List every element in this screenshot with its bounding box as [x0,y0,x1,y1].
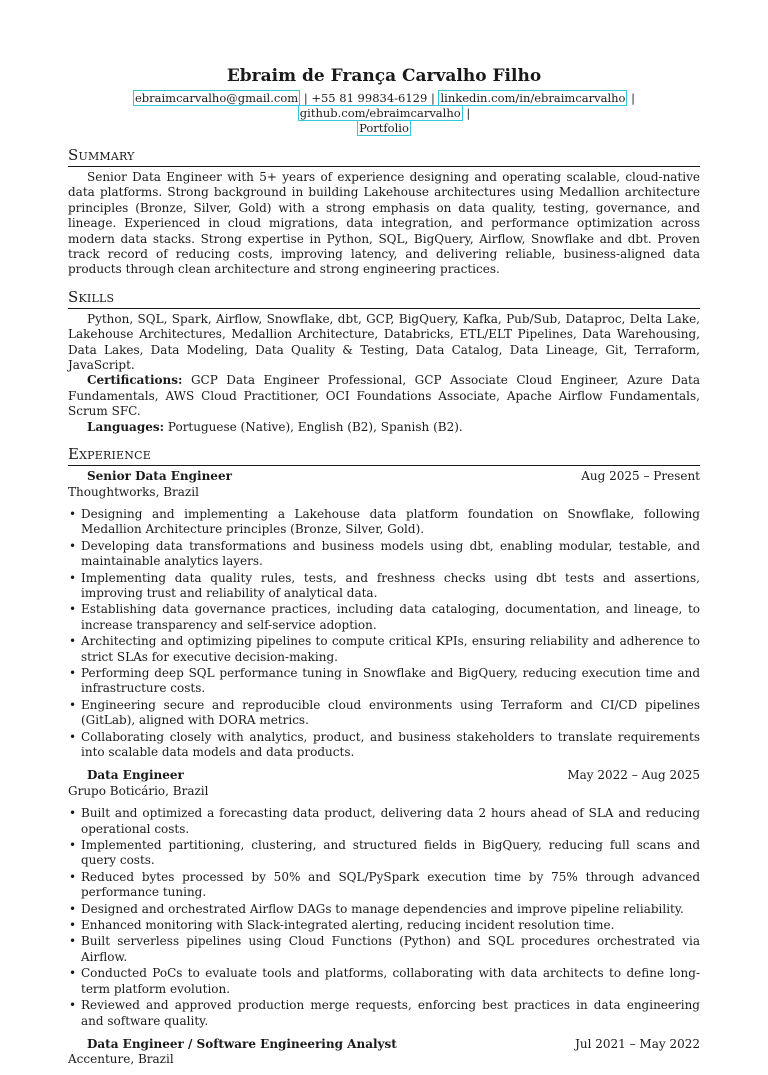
bullet-item: • Architecting and optimizing pipelines to compute critical KPIs, ensuring reliability and adherence to strict SLAs for executive decision-making. [68,634,700,665]
job-entry [68,1037,700,1068]
certifications-text: GCP Data Engineer Professional, GCP Associate Cloud Engineer, Azure Data Fundamentals, AWS Cloud Practitioner, OCI Foundations Associate, Apache Airflow Fundamentals, Scrum SFC. [68,373,700,419]
job-bullets [68,806,700,1029]
skills-heading: Skills [68,287,115,306]
languages-line [68,420,700,435]
bullet-item: • Implemented partitioning, clustering, and structured fields in BigQuery, reducing full scans and query costs. [68,838,700,869]
languages-label: Languages: [87,419,165,434]
email-link[interactable]: ebraimcarvalho@gmail.com [134,91,299,105]
resume-content [68,66,700,1075]
bullet-item: • Implementing data quality rules, tests, and freshness checks using dbt tests and assertions, improving trust and reliability of analytical data. [68,571,700,602]
bullet-item: • Developing data transformations and business models using dbt, enabling modular, testable, and maintainable analytics layers. [68,539,700,570]
skills-block [68,312,700,435]
contact-line [68,91,700,136]
candidate-name: Ebraim de França Carvalho Filho [226,66,542,86]
job-title: Data Engineer / Software Engineering Analyst [87,1036,397,1051]
bullet-item: • Collaborating closely with analytics, product, and business stakeholders to translate requirements into scalable data models and data products. [68,730,700,761]
bullet-item: • Reduced bytes processed by 50% and SQL/PySpark execution time by 75% through advanced performance tuning. [68,870,700,901]
job-bullets [68,507,700,761]
separator: | [631,91,636,105]
job-title: Senior Data Engineer [87,469,232,484]
job-title: Data Engineer [87,768,184,783]
separator: | [303,91,308,105]
separator: | [466,106,471,120]
bullet-item: • Engineering secure and reproducible cloud environments using Terraform and CI/CD pipelines (GitLab), aligned with DORA metrics. [68,698,700,729]
skills-list: Python, SQL, Spark, Airflow, Snowflake, dbt, GCP, BigQuery, Kafka, Pub/Sub, Dataproc, Delta Lake, Lakehouse Architectures, Medallion Architecture, Databricks, ETL/ELT Pipelines, Data Warehousing, Data Lakes, Data Modeling, Data Quality & Testing, Data Catalog, Data Lineage, Git, Terraform, JavaScript. [68,311,700,373]
job-dates: Aug 2025 – Present [581,469,700,484]
bullet-item: • Built and optimized a forecasting data product, delivering data 2 hours ahead of SLA and reducing operational costs. [68,806,700,837]
bullet-item: • Enhanced monitoring with Slack-integrated alerting, reducing incident resolution time. [68,918,700,933]
certifications-label: Certifications: [87,373,183,388]
phone-number: +55 81 99834-6129 [311,91,428,105]
languages-text: Portuguese (Native), English (B2), Spanish (B2). [167,419,463,434]
summary-text: Senior Data Engineer with 5+ years of experience designing and operating scalable, cloud-native data platforms. Strong background in building Lakehouse architectures using Medallion architecture principles (Bronze, Silver, Gold) with a strong emphasis on data quality, testing, governance, and lineage. Experienced in cloud migrations, data integration, and performance optimization across modern data stacks. Strong expertise in Python, SQL, BigQuery, Airflow, Snowflake and dbt. Proven track record of reducing costs, improving latency, and delivering reliable, business-aligned data products through clean architecture and strong engineering practices. [68,170,700,277]
job-dates: Jul 2021 – May 2022 [575,1036,700,1051]
job-company: Accenture, Brazil [68,1052,174,1067]
job-header [68,1037,700,1052]
bullet-item: • Designing and implementing a Lakehouse data platform foundation on Snowflake, following Medallion Architecture principles (Bronze, Silver, Gold). [68,507,700,538]
job-header [68,469,700,484]
portfolio-link[interactable]: Portfolio [359,121,409,135]
job-company: Grupo Boticário, Brazil [68,783,209,798]
certifications-line [68,373,700,419]
bullet-item: • Conducted PoCs to evaluate tools and platforms, collaborating with data architects to define long-term platform evolution. [68,966,700,997]
job-header [68,768,700,783]
bullet-item: • Establishing data governance practices, including data cataloging, documentation, and lineage, to increase transparency and self-service adoption. [68,602,700,633]
job-company: Thoughtworks, Brazil [68,484,199,499]
bullet-item: • Built serverless pipelines using Cloud Functions (Python) and SQL procedures orchestrated via Airflow. [68,934,700,965]
bullet-item: • Performing deep SQL performance tuning in Snowflake and BigQuery, reducing execution time and infrastructure costs. [68,666,700,697]
bullet-item: • Reviewed and approved production merge requests, enforcing best practices in data engineering and software quality. [68,998,700,1029]
job-entry [68,469,700,760]
experience-heading: Experience [68,445,151,464]
section-divider [68,465,700,466]
linkedin-link[interactable]: linkedin.com/in/ebraimcarvalho [440,91,626,105]
job-entry [68,768,700,1029]
github-link[interactable]: github.com/ebraimcarvalho [299,106,461,120]
separator: | [430,91,435,105]
job-dates: May 2022 – Aug 2025 [567,768,700,783]
bullet-item: • Designed and orchestrated Airflow DAGs to manage dependencies and improve pipeline reliability. [68,902,700,917]
summary-heading: Summary [68,146,135,164]
section-divider [68,166,700,167]
section-divider [68,308,700,309]
